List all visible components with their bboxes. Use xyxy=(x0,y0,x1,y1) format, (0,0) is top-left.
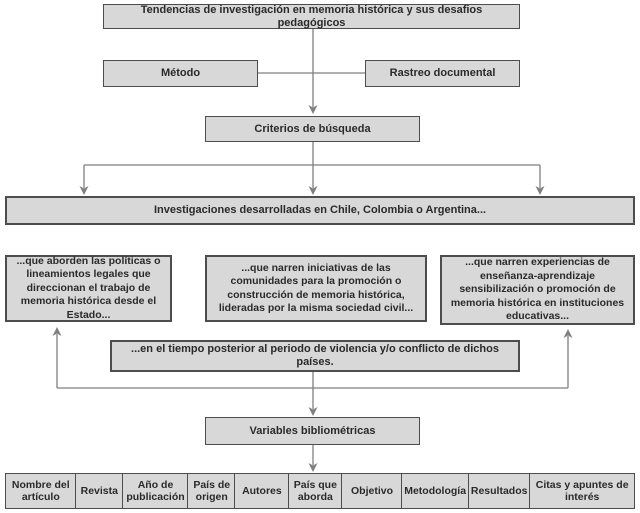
cell-objetivo: Objetivo xyxy=(341,473,402,509)
cell-ano-publicacion: Año de publicación xyxy=(122,473,189,509)
cell-pais-origen: País de origen xyxy=(187,473,235,509)
cell-pais-aborda: País que aborda xyxy=(288,473,343,509)
cell-resultados: Resultados xyxy=(468,473,531,509)
cell-revista: Revista xyxy=(75,473,123,509)
title-box: Tendencias de investigación en memoria histórica y sus desafios pedagógicos xyxy=(103,4,520,29)
tiempo-posterior-box: ...en el tiempo posterior al periodo de violencia y/o conflicto de dichos países. xyxy=(110,340,520,372)
rastreo-documental-box: Rastreo documental xyxy=(365,60,520,87)
criterios-busqueda-box: Criterios de búsqueda xyxy=(205,116,420,142)
criteria-estado-box: ...que aborden las políticas o lineamientos legales que direccionan el trabajo de memoria histórica desde el Estado... xyxy=(5,255,172,322)
bibliometric-variables-row xyxy=(5,473,635,509)
metodo-box: Método xyxy=(103,60,258,87)
investigaciones-box: Investigaciones desarrolladas en Chile, Colombia o Argentina... xyxy=(5,196,635,225)
cell-citas-apuntes: Citas y apuntes de interés xyxy=(529,473,635,509)
variables-bibliometricas-box: Variables bibliométricas xyxy=(205,417,420,445)
criteria-educativas-box: ...que narren experiencias de enseñanza-aprendizaje sensibilización o promoción de memoria histórica en instituciones educativas... xyxy=(440,255,635,325)
cell-metodologia: Metodología xyxy=(401,473,469,509)
criteria-comunidades-box: ...que narren iniciativas de las comunidades para la promoción o construcción de memoria histórica, lideradas por la misma sociedad civil... xyxy=(205,255,427,322)
cell-nombre-articulo: Nombre del artículo xyxy=(5,473,77,509)
cell-autores: Autores xyxy=(234,473,289,509)
